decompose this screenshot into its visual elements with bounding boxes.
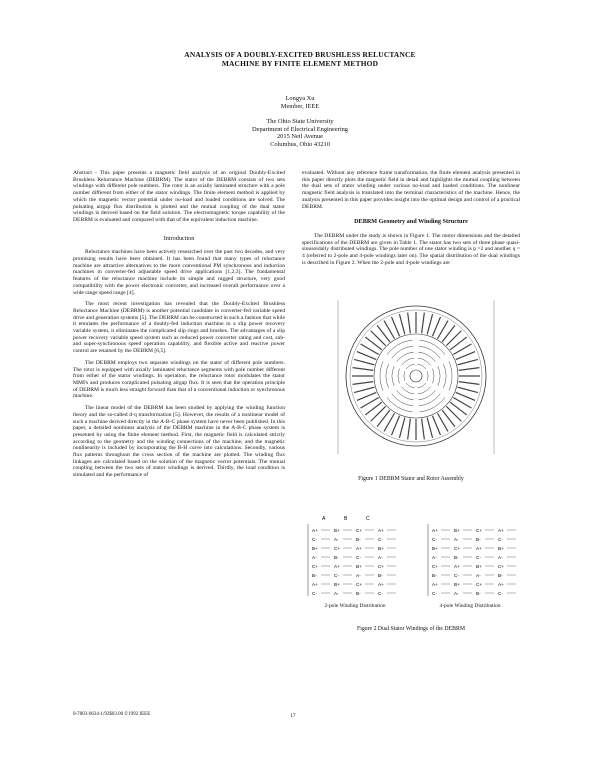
- stator-slot: [392, 317, 400, 336]
- four-pole-slots: [432, 528, 516, 596]
- rotor-lamination: [443, 364, 446, 388]
- slot-label: C-: [498, 537, 503, 542]
- slot-label: A-: [334, 537, 339, 542]
- rotor-lamination: [438, 366, 440, 386]
- slot-label: B+: [454, 528, 460, 533]
- page-number: 17: [290, 713, 296, 719]
- slot-label: A+: [334, 564, 340, 569]
- slot-label: B-: [432, 573, 437, 578]
- affiliation-block: [0, 118, 600, 148]
- rotor-segments: [380, 340, 452, 412]
- rotor-lamination: [392, 346, 413, 358]
- slot-label: C+: [498, 564, 505, 569]
- rotor-lamination: [397, 352, 414, 362]
- rotor-lamination: [427, 371, 428, 381]
- slot-label: C+: [334, 546, 341, 551]
- slot-label: B+: [432, 546, 438, 551]
- slot-label: C-: [476, 555, 481, 560]
- rotor-lamination: [419, 394, 440, 406]
- slot-label: B+: [476, 564, 482, 569]
- stator-bore-ring: [374, 334, 458, 418]
- author-membership: Member, IEEE: [280, 102, 320, 110]
- slot-label: C+: [356, 582, 363, 587]
- slot-label: A-: [454, 537, 459, 542]
- rotor-lamination: [406, 364, 414, 369]
- slot-label: B-: [356, 537, 361, 542]
- slot-label: A-: [454, 591, 459, 596]
- department: Department of Electrical Engineering: [252, 125, 348, 133]
- stator-slot: [456, 392, 475, 400]
- slot-label: C-: [334, 573, 339, 578]
- intro-paragraph-1: Reluctance machines have been actively researched over the past two decades, and very promising results have been obtained. It has been found that many types of reluctance machine are attractive alternatives to the more conventional PM synchronous and induction machines in converter-fed adjustable speed drive applications [1,2,3]. The fundamental features of the reluctance machine include its simple and rugged structure, very good compatibility with the power electronic converter, and increased overall performance over a wide range speed range [4].: [73, 249, 285, 296]
- rotor-lamination: [417, 364, 425, 369]
- rotor-lamination: [404, 371, 405, 381]
- slot-label: B+: [356, 564, 362, 569]
- stator-slot: [422, 419, 425, 440]
- left-column: [73, 170, 285, 484]
- intro-paragraph-4: The linear model of the DEBRM has been studied by applying the winding function theory and the so-called d-q transformation [5]. However, the results of a nonlinear model of such a machine derived directly in the A-B-C phase system have never been published. In this paper, a detailed nonlinear analysis of the DEBRM machine in the A-B-C phase system is presented by using the finite element method. First, the magnetic field is calculated strictly according to the geometry and the winding connections of the machine, and the magnetic nonlinearity is included by incorporating the B-H curve into calculations. Secondly, various flux patterns throughout the cross section of the machine are plotted. The winding flux linkages are calculated based on the solution of the magnetic vector potentials. The mutual coupling between the two sets of stator windings is derived. Thirdly, the load condition is simulated and the performance of: [73, 405, 285, 479]
- stator-slots: [352, 312, 480, 440]
- introduction-heading: Introduction: [163, 234, 195, 242]
- slot-label: A-: [378, 555, 383, 560]
- stator-slot: [456, 352, 475, 360]
- slot-label: A-: [432, 555, 437, 560]
- slot-label: A+: [378, 582, 384, 587]
- stator-slot: [459, 382, 480, 385]
- slot-label: B+: [312, 546, 318, 551]
- title-line-1: ANALYSIS OF A DOUBLY-EXCITED BRUSHLESS RELUCTANCE: [184, 50, 416, 59]
- slot-label: A-: [356, 573, 361, 578]
- slot-label: C+: [476, 528, 483, 533]
- author-block: [0, 95, 600, 110]
- rotor-lamination: [419, 346, 440, 358]
- slot-label: C-: [498, 591, 503, 596]
- stator-slot: [399, 418, 404, 438]
- slot-label: B-: [454, 555, 459, 560]
- author-name: Longya Xu: [285, 95, 315, 102]
- slot-label: C-: [454, 573, 459, 578]
- rotor-lamination: [418, 352, 435, 362]
- abstract: Abstract - This paper presents a magnetic field analysis of an original Doubly-Excited Brushless Reluctance Machine (DEBRM). The stator of the DEBRM consists of two sets windings with different pole numbers. The rotor is an axially laminated structure with a pole number different from either of the stator windings. The finite element method is applied by which the magnetic vector potential under no-load and loaded conditions are solved. The pulsating airgap flux distribution is plotted and the mutual coupling of the dual stator windings is derived based on the field solution. The electromagnetic torque capability of the DEBRM is evaluated and compared with that of the equivalent induction machine.: [73, 170, 285, 223]
- slot-label: C+: [454, 546, 461, 551]
- slot-label: A+: [312, 582, 318, 587]
- rotor-lamination: [449, 361, 452, 390]
- stator-slot: [357, 352, 376, 360]
- winding-diagrams: [300, 512, 525, 602]
- slot-label: A+: [476, 546, 482, 551]
- slot-label: A+: [432, 582, 438, 587]
- stator-slot: [399, 314, 404, 334]
- slot-label: B-: [356, 591, 361, 596]
- figure-2: [300, 512, 525, 602]
- slot-label: B-: [498, 573, 503, 578]
- slot-label: B+: [334, 582, 340, 587]
- rotor-lamination: [432, 369, 434, 384]
- slot-label: B+: [498, 546, 504, 551]
- slot-label: C+: [356, 528, 363, 533]
- stator-slot: [392, 416, 400, 435]
- stator-slot: [354, 359, 374, 364]
- right-paragraph-2: The DEBRM under the study is shown in Figure 1. The motor dimensions and the detailed specifications of the DEBRM are given in Table 1. The stator has two sets of three phase quasi-sinusoidally distributed windings. The pole number of one stator winding is p =2 and another q = 4 (referred to 2-pole and 4-pole windings later on). The spatial distribution of the dual windings is described in Figure 2. When the 2-pole and 4-pole windings are: [302, 232, 520, 266]
- slot-label: B+: [454, 582, 460, 587]
- slot-label: A+: [498, 582, 504, 587]
- stator-slot: [353, 382, 374, 385]
- four-pole-diagram: [428, 524, 516, 596]
- intro-paragraph-3: The DEBRM employs two separate windings on the stator of different pole numbers. The rotor is equipped with axially laminated reluctance segments with pole number different from either of the stator windings. In operation, the reluctance rotor modulates the stator MMFs and produces complicated pulsating airgap flux. It is seen that the operation principle of DEBRM is much less straight forward than that of a conventional induction or synchronous machine.: [73, 359, 285, 400]
- slot-label: B-: [476, 537, 481, 542]
- slot-label: A+: [312, 528, 318, 533]
- geometry-heading: DEBRM Geometry and Winding Structure: [354, 218, 468, 226]
- slot-label: A-: [334, 591, 339, 596]
- two-pole-slots: [312, 528, 396, 596]
- slot-label: A+: [498, 528, 504, 533]
- stator-slot: [422, 313, 425, 334]
- four-pole-caption: 4-pole Winding Distribution: [439, 603, 501, 609]
- slot-label: C+: [312, 564, 319, 569]
- slot-label: B-: [378, 573, 383, 578]
- slot-label: A-: [498, 555, 503, 560]
- slot-label: A+: [356, 546, 362, 551]
- stator-slot: [408, 419, 411, 440]
- figure-2-caption: Figure 2 Dual Stator Windings of the DEBRM: [356, 626, 466, 632]
- stator-slot: [354, 387, 374, 392]
- slot-label: A-: [312, 555, 317, 560]
- stator-slot: [427, 418, 432, 438]
- slot-label: C-: [356, 555, 361, 560]
- figure-1: [318, 294, 514, 462]
- stator-slot: [427, 314, 432, 334]
- rotor-lamination: [406, 383, 414, 388]
- slot-label: B-: [312, 573, 317, 578]
- rotor-lamination: [398, 369, 400, 384]
- slot-label: C+: [476, 582, 483, 587]
- slot-label: B-: [334, 555, 339, 560]
- slot-label: C-: [312, 591, 317, 596]
- stator-slot: [408, 313, 411, 334]
- slot-label: A+: [432, 528, 438, 533]
- slot-label: A+: [454, 564, 460, 569]
- title-line-2: MACHINE BY FINITE ELEMENT METHOD: [221, 59, 379, 68]
- two-pole-diagram: [308, 516, 396, 596]
- rotor-shaft: [410, 370, 422, 382]
- slot-label: C-: [432, 591, 437, 596]
- phase-label-b: B: [344, 516, 348, 522]
- rotor-lamination: [397, 390, 414, 400]
- paper-title: [0, 50, 600, 68]
- slot-label: C-: [378, 591, 383, 596]
- rotor-lamination: [418, 390, 435, 400]
- slot-label: B-: [476, 591, 481, 596]
- street-address: 2015 Neil Avenue: [276, 133, 324, 141]
- affiliation: The Ohio State University: [266, 118, 334, 125]
- right-paragraph-1: evaluated. Without any reference frame transformation, the finite element analysis presented in this paper directly plots the magnetic field in detail and highlights the mutual coupling between the dual sets of stator winding under various no-load and loaded conditions. The nonlinear magnetic field analysis is translated into the terminal characteristics of the machine. Hence, the analysis presented in this paper provides insight into the optimal design and control of a practical DEBRM.: [302, 170, 520, 210]
- slot-label: C-: [432, 537, 437, 542]
- slot-label: C-: [378, 537, 383, 542]
- slot-label: B+: [334, 528, 340, 533]
- copyright-code: 0-7803-0634-1/92$03.00 ©1992 IEEE: [73, 712, 151, 717]
- city-address: Columbus, Ohio 43210: [270, 140, 330, 148]
- intro-paragraph-2: The most recent investigation has revealed that the Doubly-Excited Brushless Reluctance Machine (DEBRM) is another potential candidate in converter-fed variable speed drive and generation systems [5]. The DEBRM can be constructed in such a fashion that while it emulates the performance of a doubly-fed induction machine in a slip power recovery variable system, it eliminates the complicated slip rings and brushes. The advantages of a slip power recovery variable speed system such as reduced power converter rating and cost, sub- and super-synchronous speed operation capability, and flexible active and reactive power control are retained by the DEBRM [6,5].: [73, 301, 285, 355]
- stator-slot: [432, 416, 440, 435]
- rotor-lamination: [386, 364, 389, 388]
- slot-label: C+: [432, 564, 439, 569]
- stator-slot: [458, 359, 478, 364]
- rotor-lamination: [392, 366, 394, 386]
- slot-label: C-: [312, 537, 317, 542]
- stator-slot: [432, 317, 440, 336]
- slot-label: C+: [378, 564, 385, 569]
- stator-rotor-drawing: [318, 294, 514, 462]
- phase-label-a: A: [322, 516, 326, 522]
- figure-1-caption: Figure 1 DEBRM Stator and Rotor Assembly: [358, 476, 464, 482]
- rotor-lamination: [417, 383, 425, 388]
- stator-slot: [458, 387, 478, 392]
- stator-slot: [353, 368, 374, 371]
- stator-slot: [357, 392, 376, 400]
- slot-label: A+: [378, 528, 384, 533]
- rotor-lamination: [380, 361, 383, 390]
- phase-label-c: C: [366, 516, 370, 522]
- slot-label: A-: [476, 573, 481, 578]
- stator-slot: [459, 368, 480, 371]
- rotor-lamination: [392, 394, 413, 406]
- slot-label: B+: [378, 546, 384, 551]
- two-pole-caption: 2-pole Winding Distribution: [324, 603, 386, 609]
- right-column: [302, 170, 520, 271]
